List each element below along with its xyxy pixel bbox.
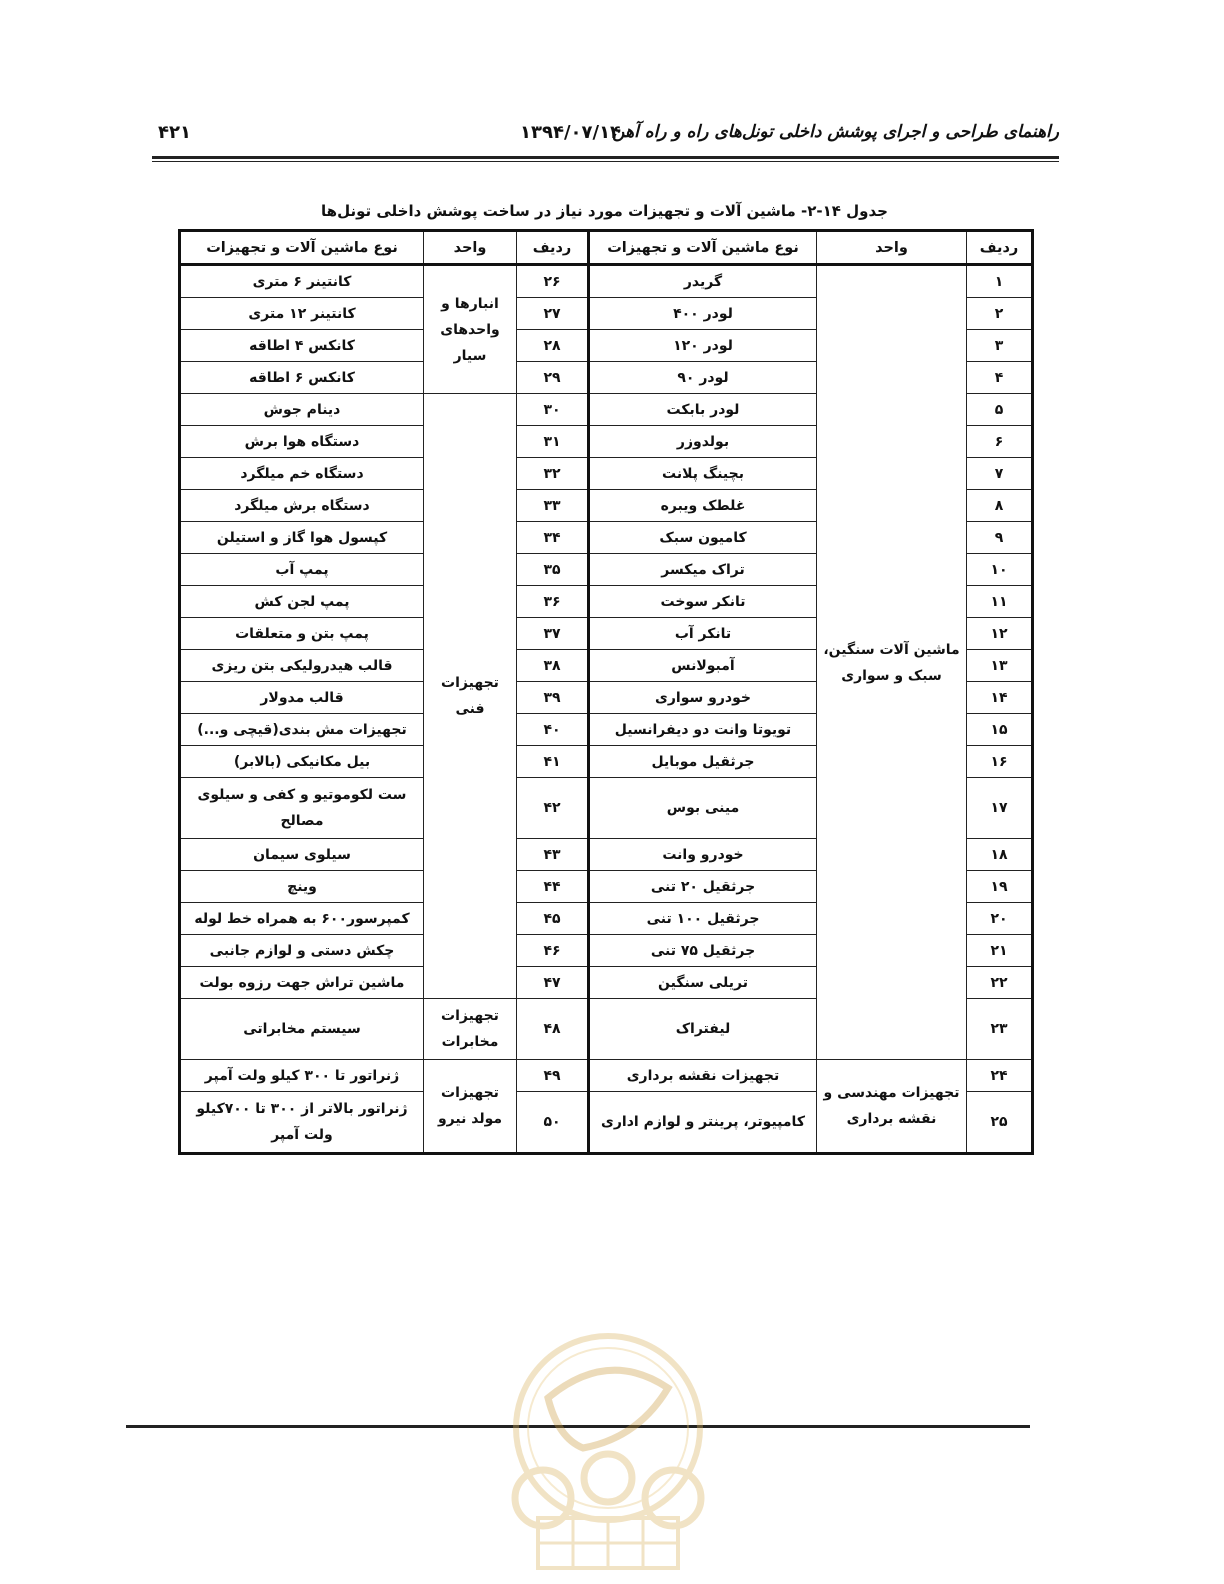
row-number-cell: ۲۰ <box>967 903 1033 935</box>
row-number-cell: ۲ <box>967 298 1033 330</box>
row-number-cell: ۸ <box>967 490 1033 522</box>
row-number-cell: ۲۷ <box>517 298 589 330</box>
equipment-name-cell: لودر بابکت <box>589 394 817 426</box>
table-body <box>180 265 1033 1154</box>
row-number-cell: ۴۳ <box>517 839 589 871</box>
equipment-name-cell: جرثقیل ۲۰ تنی <box>589 871 817 903</box>
equipment-name-cell: بچینگ پلانت <box>589 458 817 490</box>
equipment-name-cell: تویوتا وانت دو دیفرانسیل <box>589 714 817 746</box>
row-number-cell: ۴۰ <box>517 714 589 746</box>
table-row <box>180 265 1033 298</box>
equipment-name-cell: جرثقیل موبایل <box>589 746 817 778</box>
unit-cell: تجهیزات مهندسی و نقشه برداری <box>817 1060 967 1154</box>
row-number-cell: ۳۵ <box>517 554 589 586</box>
row-number-cell: ۲۳ <box>967 999 1033 1060</box>
equipment-name-cell: کپسول هوا گاز و استیلن <box>180 522 424 554</box>
row-number-cell: ۳۳ <box>517 490 589 522</box>
row-number-cell: ۴۲ <box>517 778 589 839</box>
row-number-cell: ۲۹ <box>517 362 589 394</box>
unit-cell: تجهیزات فنی <box>424 394 517 999</box>
equipment-name-cell: خودرو وانت <box>589 839 817 871</box>
row-number-cell: ۳۱ <box>517 426 589 458</box>
equipment-name-cell: ژنراتور تا ۳۰۰ کیلو ولت آمپر <box>180 1060 424 1092</box>
equipment-name-cell: کانتینر ۱۲ متری <box>180 298 424 330</box>
page-header <box>152 118 1059 156</box>
unit-cell: ماشین آلات سنگین، سبک و سواری <box>817 265 967 1060</box>
equipment-name-cell: غلطک ویبره <box>589 490 817 522</box>
row-number-cell: ۴ <box>967 362 1033 394</box>
equipment-table <box>178 229 1034 1155</box>
equipment-name-cell: کانکس ۶ اطاقه <box>180 362 424 394</box>
row-number-cell: ۲۱ <box>967 935 1033 967</box>
row-number-cell: ۲۵ <box>967 1092 1033 1154</box>
equipment-name-cell: پمپ لجن کش <box>180 586 424 618</box>
equipment-name-cell: بیل مکانیکی (بالابر) <box>180 746 424 778</box>
row-number-cell: ۱۴ <box>967 682 1033 714</box>
equipment-name-cell: کانکس ۴ اطاقه <box>180 330 424 362</box>
col-header-unit: واحد <box>424 231 517 265</box>
equipment-name-cell: قالب مدولار <box>180 682 424 714</box>
row-number-cell: ۴۹ <box>517 1060 589 1092</box>
equipment-name-cell: دستگاه برش میلگرد <box>180 490 424 522</box>
row-number-cell: ۲۲ <box>967 967 1033 999</box>
equipment-name-cell: دستگاه خم میلگرد <box>180 458 424 490</box>
row-number-cell: ۷ <box>967 458 1033 490</box>
col-header-equipment: نوع ماشین آلات و تجهیزات <box>180 231 424 265</box>
equipment-name-cell: ماشین تراش جهت رزوه بولت <box>180 967 424 999</box>
book-title: راهنمای طراحی و اجرای پوشش داخلی تونل‌های راه و راه آهن <box>612 122 1059 142</box>
row-number-cell: ۳۷ <box>517 618 589 650</box>
equipment-name-cell: دینام جوش <box>180 394 424 426</box>
row-number-cell: ۲۴ <box>967 1060 1033 1092</box>
equipment-name-cell: چکش دستی و لوازم جانبی <box>180 935 424 967</box>
equipment-name-cell: تجهیزات نقشه برداری <box>589 1060 817 1092</box>
row-number-cell: ۳۰ <box>517 394 589 426</box>
equipment-name-cell: ست لکوموتیو و کفی و سیلوی مصالح <box>180 778 424 839</box>
row-number-cell: ۴۴ <box>517 871 589 903</box>
equipment-name-cell: وینچ <box>180 871 424 903</box>
unit-cell: انبارها و واحدهای سیار <box>424 265 517 394</box>
col-header-row-number: ردیف <box>517 231 589 265</box>
row-number-cell: ۱ <box>967 265 1033 298</box>
unit-cell: تجهیزات مولد نیرو <box>424 1060 517 1154</box>
col-header-row-number: ردیف <box>967 231 1033 265</box>
row-number-cell: ۱۲ <box>967 618 1033 650</box>
row-number-cell: ۱۱ <box>967 586 1033 618</box>
row-number-cell: ۱۷ <box>967 778 1033 839</box>
row-number-cell: ۱۸ <box>967 839 1033 871</box>
row-number-cell: ۳۲ <box>517 458 589 490</box>
equipment-name-cell: مینی بوس <box>589 778 817 839</box>
table-header-row <box>180 231 1033 265</box>
row-number-cell: ۴۶ <box>517 935 589 967</box>
row-number-cell: ۱۶ <box>967 746 1033 778</box>
row-number-cell: ۳۴ <box>517 522 589 554</box>
equipment-name-cell: کامیون سبک <box>589 522 817 554</box>
equipment-name-cell: آمبولانس <box>589 650 817 682</box>
equipment-name-cell: پمپ آب <box>180 554 424 586</box>
header-date: ۱۳۹۴/۰۷/۱۴ <box>520 122 622 143</box>
row-number-cell: ۶ <box>967 426 1033 458</box>
col-header-unit: واحد <box>817 231 967 265</box>
equipment-name-cell: تانکر آب <box>589 618 817 650</box>
equipment-name-cell: لودر ۱۲۰ <box>589 330 817 362</box>
unit-cell: تجهیزات مخابرات <box>424 999 517 1060</box>
equipment-name-cell: جرثقیل ۱۰۰ تنی <box>589 903 817 935</box>
row-number-cell: ۵ <box>967 394 1033 426</box>
equipment-name-cell: تانکر سوخت <box>589 586 817 618</box>
equipment-name-cell: سیستم مخابراتی <box>180 999 424 1060</box>
equipment-name-cell: دستگاه هوا برش <box>180 426 424 458</box>
publisher-seal-icon <box>488 1328 728 1584</box>
row-number-cell: ۹ <box>967 522 1033 554</box>
equipment-name-cell: کامپیوتر، پرینتر و لوازم اداری <box>589 1092 817 1154</box>
row-number-cell: ۲۶ <box>517 265 589 298</box>
row-number-cell: ۱۹ <box>967 871 1033 903</box>
row-number-cell: ۴۱ <box>517 746 589 778</box>
equipment-name-cell: سیلوی سیمان <box>180 839 424 871</box>
row-number-cell: ۱۰ <box>967 554 1033 586</box>
row-number-cell: ۳۸ <box>517 650 589 682</box>
row-number-cell: ۴۸ <box>517 999 589 1060</box>
equipment-name-cell: تریلی سنگین <box>589 967 817 999</box>
row-number-cell: ۴۵ <box>517 903 589 935</box>
row-number-cell: ۳ <box>967 330 1033 362</box>
row-number-cell: ۲۸ <box>517 330 589 362</box>
table-row <box>180 1060 1033 1092</box>
header-divider <box>152 156 1059 162</box>
equipment-name-cell: تجهیزات مش بندی(قیچی و...) <box>180 714 424 746</box>
equipment-name-cell: لودر ۹۰ <box>589 362 817 394</box>
equipment-name-cell: ژنراتور بالاتر از ۳۰۰ تا ۷۰۰کیلو ولت آمپر <box>180 1092 424 1154</box>
row-number-cell: ۱۳ <box>967 650 1033 682</box>
row-number-cell: ۵۰ <box>517 1092 589 1154</box>
equipment-name-cell: تراک میکسر <box>589 554 817 586</box>
col-header-equipment: نوع ماشین آلات و تجهیزات <box>589 231 817 265</box>
page-number: ۴۲۱ <box>158 122 191 143</box>
equipment-name-cell: کانتینر ۶ متری <box>180 265 424 298</box>
row-number-cell: ۴۷ <box>517 967 589 999</box>
row-number-cell: ۳۶ <box>517 586 589 618</box>
equipment-name-cell: قالب هیدرولیکی بتن ریزی <box>180 650 424 682</box>
equipment-name-cell: لودر ۴۰۰ <box>589 298 817 330</box>
table-caption: جدول ۱۴-۲- ماشین آلات و تجهیزات مورد نیاز در ساخت پوشش داخلی تونل‌ها <box>321 202 888 220</box>
equipment-name-cell: خودرو سواری <box>589 682 817 714</box>
equipment-name-cell: کمپرسور۶۰۰ به همراه خط لوله <box>180 903 424 935</box>
equipment-name-cell: پمپ بتن و متعلقات <box>180 618 424 650</box>
row-number-cell: ۳۹ <box>517 682 589 714</box>
row-number-cell: ۱۵ <box>967 714 1033 746</box>
equipment-name-cell: بولدوزر <box>589 426 817 458</box>
equipment-name-cell: لیفتراک <box>589 999 817 1060</box>
equipment-name-cell: جرثقیل ۷۵ تنی <box>589 935 817 967</box>
equipment-name-cell: گریدر <box>589 265 817 298</box>
